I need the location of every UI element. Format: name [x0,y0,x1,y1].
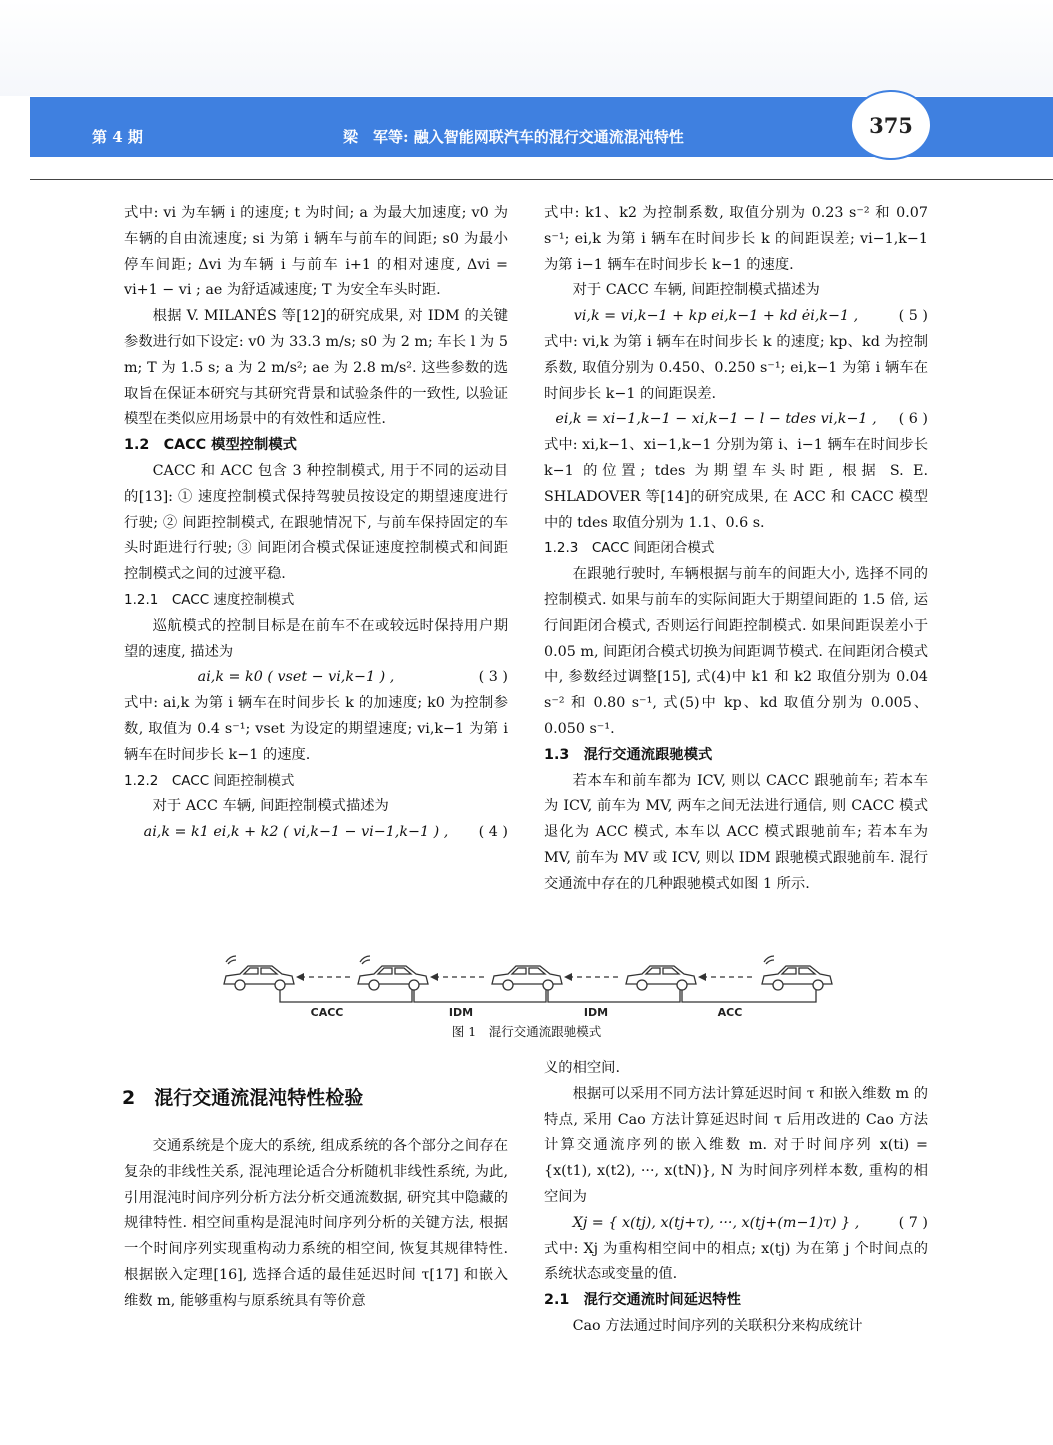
mode-label-idm: IDM [583,1006,609,1019]
issue-number: 第 4 期 [92,128,143,146]
paragraph: 交通系统是个庞大的系统, 组成系统的各个部分之间存在复杂的非线性关系, 混沌理论适合分析随机非线性系统, 为此, 引用混沌时间序列分析方法分析交通流数据, 研究其中隐藏的规律特性. 相空间重构是混沌时间序列分析的关键方法, 根据一个时间序列实现重构动力系统的相空间, 恢复其规律特性. 根据嵌入定理[16], 选择合适的最佳延迟时间 τ[17] 和嵌入维数 m, 能够重构与原系统具有等价意 [124,1138,508,1309]
left-column [124,201,508,846]
paragraph: 义的相空间. [544,1060,621,1076]
equation-body: vi,k = vi,k−1 + kp ei,k−1 + kd ėi,k−1 , [573,308,859,325]
paragraph: 根据 V. MILANÉS 等[12]的研究成果, 对 IDM 的关键参数进行如下设定: v0 为 33.3 m/s; s0 为 2 m; 车长 l 为 5 m; T 为 1.5 s; a 为 2 m/s²; ae 为 2.8 m/s². 这些参数的选取旨在保证本研究与其研究背景和试验条件的一致性, 以验证模型在类似应用场景中的有效性和适应性. [124,308,508,428]
figure-1 [200,950,860,1020]
equation-body: ai,k = k0 ( vset − vi,k−1 ) , [197,669,395,686]
car-icon [224,966,294,990]
equation-body: ei,k = xi−1,k−1 − xi,k−1 − l − tdes vi,k−1 , [555,411,877,428]
figure-caption: 图 1 混行交通流跟驰模式 [451,1024,602,1039]
equation-3 [124,665,508,691]
car-icon [358,966,428,990]
paragraph: 式中: vi,k 为第 i 辆车在时间步长 k 的速度; kp、kd 为控制系数, 取值分别为 0.450、0.250 s⁻¹; ei,k−1 为第 i 辆车在时间步长 k−1 的间距误差. [544,333,928,402]
paragraph: 式中: Xj 为重构相空间中的相点; x(tj) 为在第 j 个时间点的系统状态或变量的值. [544,1240,928,1283]
subsubsection-heading: 1.2.3 CACC 间距闭合模式 [544,540,715,557]
paragraph: Cao 方法通过时间序列的关联积分来构成统计 [572,1317,863,1334]
signal-icon [226,956,236,964]
subsubsection-heading: 1.2.1 CACC 速度控制模式 [124,591,295,608]
equation-number: ( 4 ) [478,824,508,841]
subsection-heading: 1.3 混行交通流跟驰模式 [544,746,713,763]
paragraph: 式中: vi 为车辆 i 的速度; t 为时间; a 为最大加速度; v0 为车辆的自由流速度; si 为第 i 辆车与前车的间距; s0 为最小停车间距; Δvi 为车辆 i 与前车 i+1 的相对速度, Δvi = vi+1 − vi ; ae 为舒适减速度; T 为安全车头时距. [124,205,508,299]
mode-label-cacc: CACC [310,1006,344,1019]
car-icon [492,966,562,990]
paragraph: 若本车和前车都为 ICV, 则以 CACC 跟驰前车; 若本车为 ICV, 前车为 MV, 两车之间无法进行通信, 则 CACC 模式退化为 ACC 模式, 本车以 ACC 模式跟驰前车; 若本车为 MV, 前车为 MV 或 ICV, 则以 IDM 跟驰模式跟驰前车. 混行交通流中存在的几种跟驰模式如图 1 所示. [544,772,928,892]
equation-4 [124,820,508,846]
equation-number: ( 7 ) [898,1214,928,1231]
mode-label-idm: IDM [448,1006,474,1019]
top-margin [0,0,1053,96]
car-icon [762,966,832,990]
paragraph: 式中: k1、k2 为控制系数, 取值分别为 0.23 s⁻² 和 0.07 s⁻¹; ei,k 为第 i 辆车在时间步长 k 的间距误差; vi−1,k−1 为第 i−1 辆车在时间步长 k−1 的速度. [544,205,928,273]
subsection-heading: 2.1 混行交通流时间延迟特性 [544,1292,741,1309]
right-column [544,201,928,898]
equation-7 [544,1211,928,1237]
paragraph: CACC 和 ACC 包含 3 种控制模式, 用于不同的运动目的[13]: ① 速度控制模式保持驾驶员按设定的期望速度进行行驶; ② 间距控制模式, 在跟驰情况下, 与前车保持固定的车头时距进行行驶; ③ 间距闭合模式保证速度控制模式和间距控制模式之间的过渡平稳. [124,462,508,583]
equation-body: ai,k = k1 ei,k + k2 ( vi,k−1 − vi−1,k−1 ) , [143,824,449,841]
signal-icon [360,956,370,964]
left-column-bottom [124,1134,508,1315]
equation-5 [544,304,928,330]
paragraph: 对于 ACC 车辆, 间距控制模式描述为 [152,798,389,815]
right-column-bottom [544,1056,928,1340]
signal-icon [764,956,774,964]
paragraph: 巡航模式的控制目标是在前车不在或较远时保持用户期望的速度, 描述为 [124,617,508,660]
paragraph: 对于 CACC 车辆, 间距控制模式描述为 [572,282,820,299]
equation-6 [544,407,928,433]
subsection-heading: 1.2 CACC 模型控制模式 [124,437,297,454]
running-title: 梁 军等: 融入智能网联汽车的混行交通流混沌特性 [343,128,684,146]
paragraph: 式中: xi,k−1、xi−1,k−1 分别为第 i、i−1 辆车在时间步长 k−1 的位置; tdes 为期望车头时距, 根据 S. E. SHLADOVER 等[14]的研究成果, 在 ACC 和 CACC 模型中的 tdes 取值分别为 1.1、0.6 s. [544,437,928,531]
paragraph: 在跟驰行驶时, 车辆根据与前车的间距大小, 选择不同的控制模式. 如果与前车的实际间距大于期望间距的 1.5 倍, 运行间距闭合模式, 否则运行间距控制模式. 如果间距误差小于 0.05 m, 间距闭合模式切换为间距调节模式. 在间距闭合模式中, 参数经过调整[15], 式(4)中 k1 和 k2 取值分别为 0.04 s⁻² 和 0.80 s⁻¹, 式(5)中 kp、kd 取值分别为 0.005、0.050 s⁻¹. [544,566,928,737]
subsubsection-heading: 1.2.2 CACC 间距控制模式 [124,772,295,789]
section-heading: 2 混行交通流混沌特性检验 [122,1087,364,1109]
equation-number: ( 3 ) [478,669,508,686]
paragraph: 式中: ai,k 为第 i 辆车在时间步长 k 的加速度; k0 为控制参数, 取值为 0.4 s⁻¹; vset 为设定的期望速度; vi,k−1 为第 i 辆车在时间步长 k−1 的速度. [124,695,508,763]
equation-number: ( 5 ) [898,308,928,325]
mode-label-acc: ACC [717,1006,743,1019]
car-icon [626,966,696,990]
equation-number: ( 6 ) [898,411,928,428]
paragraph: 根据可以采用不同方法计算延迟时间 τ 和嵌入维数 m 的特点, 采用 Cao 方法计算延迟时间 τ 后用改进的 Cao 方法计算交通流序列的嵌入维数 m. 对于时间序列 x(ti) = {x(t1), x(t2), ···, x(tN)}, N 为时间序列样本数, 重构的相空间为 [544,1085,928,1205]
header-rule [30,179,1053,180]
equation-body: Xj = { x(tj), x(tj+τ), ···, x(tj+(m−1)τ) } , [572,1214,860,1231]
page-number: 375 [869,113,913,138]
car-following-diagram [200,950,860,1020]
